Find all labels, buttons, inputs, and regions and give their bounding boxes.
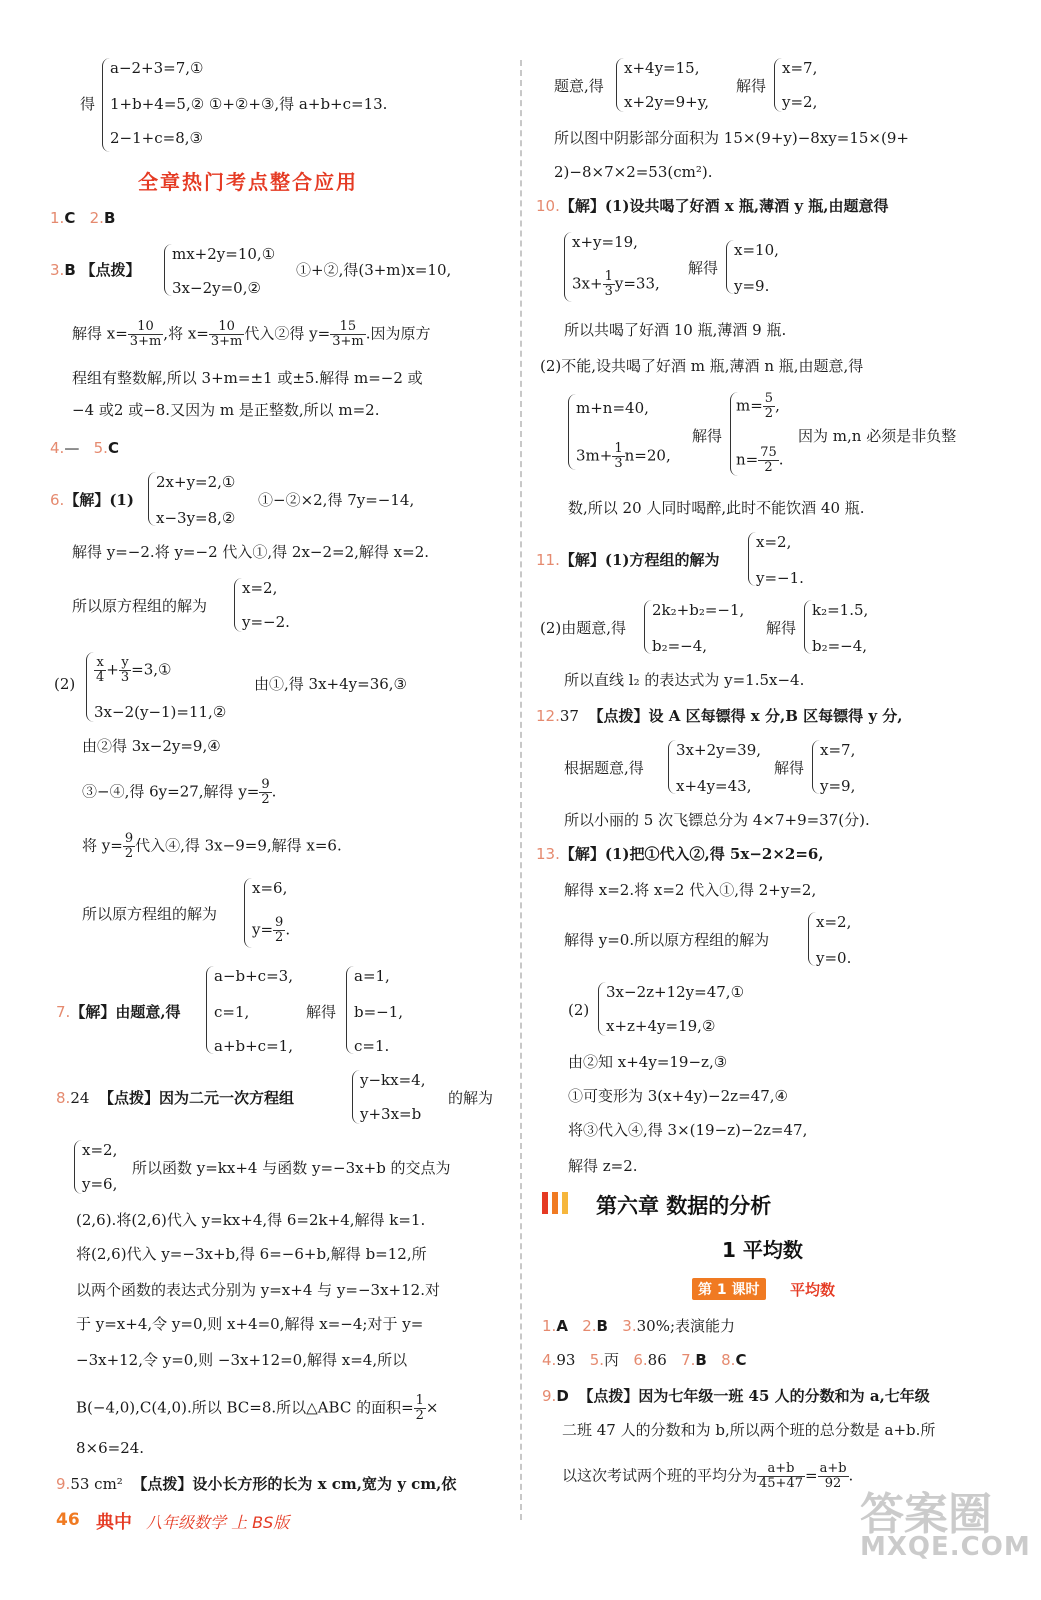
denominator: 2 (124, 846, 134, 861)
question-number: 7. (681, 1351, 696, 1369)
q9d-head (542, 1386, 930, 1406)
text: y=33, (614, 274, 660, 293)
q10-t2 (576, 442, 671, 471)
question-number: 3. (50, 261, 65, 279)
question-number: 4. (542, 1351, 557, 1369)
q13-line7: 将③代入④,得 3×(19−z)−2z=47, (568, 1121, 808, 1139)
q8-s2: y=6, (82, 1175, 118, 1193)
q11-mid: 解得 (766, 619, 797, 637)
q13-line5: 由②知 x+4y=19−z,③ (568, 1053, 728, 1071)
q6-after: ①−②×2,得 7y=−14, (258, 491, 415, 509)
question-number: 2. (89, 209, 104, 227)
q6-sys2: x−3y=8,② (156, 509, 236, 527)
q12-line3: 所以小丽的 5 次飞镖总分为 4×7+9=37(分). (564, 811, 870, 829)
denominator: 2 (764, 406, 774, 421)
q6-line5: 由②得 3x−2y=9,④ (82, 737, 221, 755)
q12-lead: 根据题意,得 (564, 759, 644, 777)
q8-line6: 于 y=x+4,令 y=0,则 x+4=0,解得 x=−4;对于 y= (76, 1315, 424, 1333)
fraction (209, 320, 245, 349)
answer: C (64, 209, 76, 227)
q10-line3: 所以共喝了好酒 10 瓶,薄酒 9 瓶. (564, 321, 787, 339)
question-number: 7. (56, 1003, 71, 1021)
fraction (818, 1462, 849, 1491)
q10-u2 (736, 446, 784, 475)
question-number: 3. (622, 1317, 637, 1335)
q11-t1: 2k₂+b₂=−1, (652, 601, 745, 619)
numerator: 9 (124, 831, 134, 846)
q9d-line2: 二班 47 人的分数和为 b,所以两个班的总分数是 a+b.所 (562, 1421, 936, 1439)
question-number: 4. (50, 439, 65, 457)
text: 以这次考试两个班的平均分为 (562, 1466, 758, 1485)
text: 代入②得 y= (244, 324, 331, 343)
q13-t2: x+z+4y=19,② (606, 1017, 716, 1035)
text: m= (736, 396, 763, 415)
text: 解得 x= (72, 324, 128, 343)
q6-sol2-lead: 所以原方程组的解为 (82, 905, 218, 923)
q8-line7: −3x+12,令 y=0,则 −3x+12=0,解得 x=4,所以 (76, 1351, 408, 1369)
fraction (119, 656, 131, 685)
text: . (285, 920, 291, 939)
q6-sol1: x=2, (242, 579, 278, 597)
q9-head (56, 1474, 456, 1494)
question-number: 11. (536, 551, 560, 569)
question-number: 5. (93, 439, 108, 457)
q10-u1 (736, 392, 780, 421)
hint-tag: 【点拨】因为七年级一班 45 人的分数和为 a,七年级 (578, 1387, 930, 1405)
q3-after: ①+②,得(3+m)x=10, (296, 261, 452, 279)
q12-s1: 3x+2y=39, (676, 741, 762, 759)
q8-line4: 将(2,6)代入 y=−3x+b,得 6=−6+b,解得 b=12,所 (76, 1245, 427, 1263)
text: ,将 x= (163, 324, 209, 343)
answer: A (556, 1317, 568, 1335)
numerator: x (94, 656, 106, 671)
bar (562, 1192, 568, 1214)
numerator: 1 (614, 441, 623, 456)
right-column (536, 0, 1000, 1600)
answer: 30%;表演能力 (636, 1317, 736, 1335)
q9c-r2: y=2, (782, 93, 818, 111)
question-number: 6. (633, 1351, 648, 1369)
question-number: 5. (589, 1351, 605, 1369)
intro-eq2: 1+b+4=5,② ①+②+③,得 a+b+c=13. (110, 95, 388, 113)
answer: — (64, 439, 80, 457)
q7-r1: a=1, (354, 967, 390, 985)
column-divider (520, 60, 522, 1520)
fraction (414, 1394, 426, 1423)
q7-s2: c=1, (214, 1003, 250, 1021)
question-number: 8. (56, 1089, 71, 1107)
q13-t1: 3x−2z+12y=47,① (606, 983, 745, 1001)
denominator: 3 (604, 284, 613, 299)
fraction (757, 1462, 805, 1491)
numerator: 10 (128, 320, 164, 335)
fraction (758, 446, 779, 475)
bar (552, 1192, 558, 1214)
fraction (603, 270, 615, 299)
question-number: 2. (582, 1317, 597, 1335)
book-title: 八年级数学 上 BS版 (146, 1513, 290, 1532)
text: 3x+ (572, 274, 603, 293)
bar (542, 1192, 548, 1214)
intro-eq3: 2−1+c=8,③ (110, 129, 203, 147)
q7-r2: b=−1, (354, 1003, 404, 1021)
q6-sol2-1: x=6, (252, 879, 288, 897)
q11-part2: (2)由题意,得 (540, 619, 627, 637)
numerator: 9 (275, 915, 284, 930)
text: + (106, 660, 119, 679)
question-number: 10. (536, 197, 560, 215)
q10-t1: m+n=40, (576, 399, 649, 417)
q8-s1: x=2, (82, 1141, 118, 1159)
solution-tag: 【解】(1)方程组的解为 (559, 551, 720, 569)
q6-p2-sys1 (94, 656, 171, 685)
denominator: 2 (261, 792, 270, 807)
text: B(−4,0),C(4,0).所以 BC=8.所以△ABC 的面积= (76, 1398, 414, 1417)
answer: 丙 (604, 1351, 620, 1369)
fraction (763, 392, 775, 421)
denominator: 3+m (129, 334, 162, 349)
q8-line5: 以两个函数的表达式分别为 y=x+4 与 y=−3x+12.对 (76, 1281, 440, 1299)
q10-mid: 解得 (688, 259, 719, 277)
q6-head (50, 490, 134, 510)
q6-sys1: 2x+y=2,① (156, 473, 236, 491)
text: . (848, 1466, 854, 1485)
hint-tag: 【点拨】设 A 区每镖得 x 分,B 区每镖得 y 分, (588, 707, 903, 725)
text: .因为原方 (365, 324, 431, 343)
q8-line8 (76, 1394, 439, 1423)
q7-head (56, 1002, 181, 1022)
text: . (271, 782, 277, 801)
answer: B (695, 1351, 707, 1369)
question-number: 9. (542, 1387, 557, 1405)
answer: 86 (647, 1351, 667, 1369)
q11-s2: y=−1. (756, 569, 804, 587)
intro-eq1: a−2+3=7,① (110, 59, 204, 77)
answer: D (556, 1387, 569, 1405)
watermark-url: MXQE.COM (860, 1532, 1031, 1562)
denominator: 2 (415, 1408, 424, 1423)
q9d-line3 (562, 1462, 853, 1491)
solution-tag: 【解】(1)设共喝了好酒 x 瓶,薄酒 y 瓶,由题意得 (559, 197, 889, 215)
text: ③−④,得 6y=27,解得 y= (82, 782, 260, 801)
q9c-line2: 所以图中阴影部分面积为 15×(9+y)−8xy=15×(9+ (554, 129, 909, 147)
answer: 37 (559, 707, 579, 725)
q13-line2: 解得 x=2.将 x=2 代入①,得 2+y=2, (564, 881, 817, 899)
q6-line7 (82, 832, 342, 861)
q6-line6 (82, 778, 276, 807)
watermark (860, 1478, 1031, 1578)
denominator: 3+m (332, 334, 364, 349)
q13-s1: x=2, (816, 913, 852, 931)
fraction (612, 442, 624, 471)
section-heading: 1 平均数 (722, 1238, 803, 1262)
q12-r1: x=7, (820, 741, 856, 759)
q12-head (536, 706, 902, 726)
q6-part2: (2) (54, 675, 76, 693)
denominator: 3 (120, 670, 130, 685)
text: , (775, 396, 780, 415)
left-column (50, 0, 510, 1600)
answer: 93 (556, 1351, 576, 1369)
q10-line4: (2)不能,设共喝了好酒 m 瓶,薄酒 n 瓶,由题意,得 (540, 357, 864, 375)
q10-r1: x=10, (734, 241, 779, 259)
q9c-r1: x=7, (782, 59, 818, 77)
answer: B (64, 261, 76, 279)
denominator: 45+47 (759, 1476, 803, 1491)
answer: B (596, 1317, 608, 1335)
denominator: 92 (824, 1476, 842, 1491)
question-number: 1. (542, 1317, 557, 1335)
q6-sol-lead: 所以原方程组的解为 (72, 597, 208, 615)
brand-logo: 典中 (96, 1512, 132, 1533)
q12-r2: y=9, (820, 777, 856, 795)
text: 将 y= (82, 836, 123, 855)
text: = (805, 1466, 818, 1485)
numerator: 9 (261, 777, 270, 792)
hint-tag: 【点拨】 (80, 261, 141, 279)
q3-head (50, 260, 141, 280)
q7-r3: c=1. (354, 1037, 390, 1055)
q9c-line3: 2)−8×7×2=53(cm²). (554, 163, 713, 181)
answer: C (107, 439, 119, 457)
text: n= (736, 450, 759, 469)
fraction (123, 832, 135, 861)
fraction (94, 656, 106, 685)
answers-4-8 (542, 1350, 746, 1370)
hint-tag: 【点拨】因为二元一次方程组 (98, 1089, 294, 1107)
answer: 24 (70, 1089, 90, 1107)
q12-mid: 解得 (774, 759, 805, 777)
solution-tag: 【解】(1)把①代入②,得 5x−2×2=6, (559, 845, 824, 863)
question-number: 6. (50, 491, 65, 509)
numerator: y (119, 656, 131, 671)
lesson-tag: 第 1 课时 (692, 1278, 766, 1300)
q13-part2: (2) (568, 1001, 590, 1019)
question-number: 1. (50, 209, 65, 227)
q8-after: 的解为 (448, 1089, 494, 1107)
answer: 53 cm² (70, 1475, 123, 1493)
q6-p2-after: 由①,得 3x+4y=36,③ (254, 675, 407, 693)
numerator: a+b (757, 1462, 805, 1477)
denominator: 2 (275, 930, 284, 945)
question-number: 13. (536, 845, 560, 863)
q12-s2: x+4y=43, (676, 777, 752, 795)
text: . (778, 450, 784, 469)
q7-s3: a+b+c=1, (214, 1037, 293, 1055)
question-number: 8. (721, 1351, 736, 1369)
q9c-mid: 解得 (736, 77, 767, 95)
q8-line9: 8×6=24. (76, 1439, 145, 1457)
fraction (330, 320, 366, 349)
intro-lead: 得 (80, 95, 96, 113)
q13-head (536, 844, 824, 864)
q9c-s1: x+4y=15, (624, 59, 700, 77)
solution-tag: 【解】(1) (64, 491, 134, 509)
q11-s1: x=2, (756, 533, 792, 551)
answers-1-3 (542, 1316, 735, 1336)
numerator: 10 (209, 320, 245, 335)
q13-line8: 解得 z=2. (568, 1157, 638, 1175)
q11-r2: b₂=−4, (812, 637, 868, 655)
numerator: 5 (764, 391, 774, 406)
q3-line2 (72, 320, 430, 349)
q6-sol2: y=−2. (242, 613, 290, 631)
denominator: 3+m (210, 334, 243, 349)
numerator: 15 (330, 320, 366, 335)
numerator: 1 (415, 1393, 424, 1408)
q3-sys1: mx+2y=10,① (172, 245, 276, 263)
q11-t2: b₂=−4, (652, 637, 708, 655)
answers-1-2 (50, 208, 115, 228)
q10-mid2: 解得 (692, 427, 723, 445)
denominator: 2 (764, 460, 773, 475)
q11-line3: 所以直线 l₂ 的表达式为 y=1.5x−4. (564, 671, 805, 689)
q13-s2: y=0. (816, 949, 852, 967)
chapter-bars (542, 1192, 568, 1214)
numerator: 75 (760, 445, 777, 460)
q11-r1: k₂=1.5, (812, 601, 869, 619)
q3-line4: −4 或2 或−8.又因为 m 是正整数,所以 m=2. (72, 401, 380, 419)
fraction (128, 320, 164, 349)
text: 3m+ (576, 446, 613, 465)
q8-sys2: y+3x=b (360, 1105, 422, 1123)
chapter-title: 第六章 数据的分析 (596, 1194, 772, 1218)
q3-sys2: 3x−2y=0,② (172, 279, 261, 297)
q6-p2-sys2: 3x−2(y−1)=11,② (94, 703, 227, 721)
q7-mid: 解得 (306, 1003, 337, 1021)
numerator: a+b (819, 1461, 847, 1476)
denominator: 3 (614, 456, 623, 471)
answers-4-5 (50, 438, 119, 458)
text: =3,① (131, 660, 172, 679)
watermark-text: 答案圈 (860, 1489, 992, 1540)
q8-line2: 所以函数 y=kx+4 与函数 y=−3x+b 的交点为 (132, 1159, 451, 1177)
numerator: 1 (604, 269, 613, 284)
q9c-s2: x+2y=9+y, (624, 93, 709, 111)
text: n=20, (624, 446, 671, 465)
hint-tag: 【点拨】设小长方形的长为 x cm,宽为 y cm,依 (132, 1475, 457, 1493)
denominator: 4 (96, 670, 105, 685)
q11-head (536, 550, 720, 570)
question-number: 12. (536, 707, 560, 725)
answer: C (735, 1351, 747, 1369)
q10-s2 (572, 270, 660, 299)
fraction (259, 778, 271, 807)
text: 代入④,得 3x−9=9,解得 x=6. (135, 836, 342, 855)
solution-tag: 【解】由题意,得 (70, 1003, 181, 1021)
text: × (425, 1398, 439, 1417)
answer: B (103, 209, 116, 227)
q8-line3: (2,6).将(2,6)代入 y=kx+4,得 6=2k+4,解得 k=1. (76, 1211, 426, 1229)
q10-s1: x+y=19, (572, 233, 638, 251)
text: y= (252, 920, 274, 939)
q7-s1: a−b+c=3, (214, 967, 293, 985)
q10-line6: 数,所以 20 人同时喝醉,此时不能饮酒 40 瓶. (568, 499, 865, 517)
q10-after2: 因为 m,n 必须是非负整 (798, 427, 957, 445)
lesson-name: 平均数 (790, 1281, 836, 1299)
q8-head (56, 1088, 294, 1108)
q13-line6: ①可变形为 3(x+4y)−2z=47,④ (568, 1087, 788, 1105)
question-number: 9. (56, 1475, 71, 1493)
q6-sol2-2 (252, 916, 290, 945)
q10-head (536, 196, 888, 216)
section-title: 全章热门考点整合应用 (138, 170, 358, 194)
fraction (273, 916, 285, 945)
page-number: 46 (56, 1510, 80, 1530)
q6-line2: 解得 y=−2.将 y=−2 代入①,得 2x−2=2,解得 x=2. (72, 543, 430, 561)
q9c-lead: 题意,得 (554, 77, 604, 95)
q8-sys1: y−kx=4, (360, 1071, 426, 1089)
q13-line3: 解得 y=0.所以原方程组的解为 (564, 931, 770, 949)
q3-line3: 程组有整数解,所以 3+m=±1 或±5.解得 m=−2 或 (72, 369, 423, 387)
q10-r2: y=9. (734, 277, 770, 295)
